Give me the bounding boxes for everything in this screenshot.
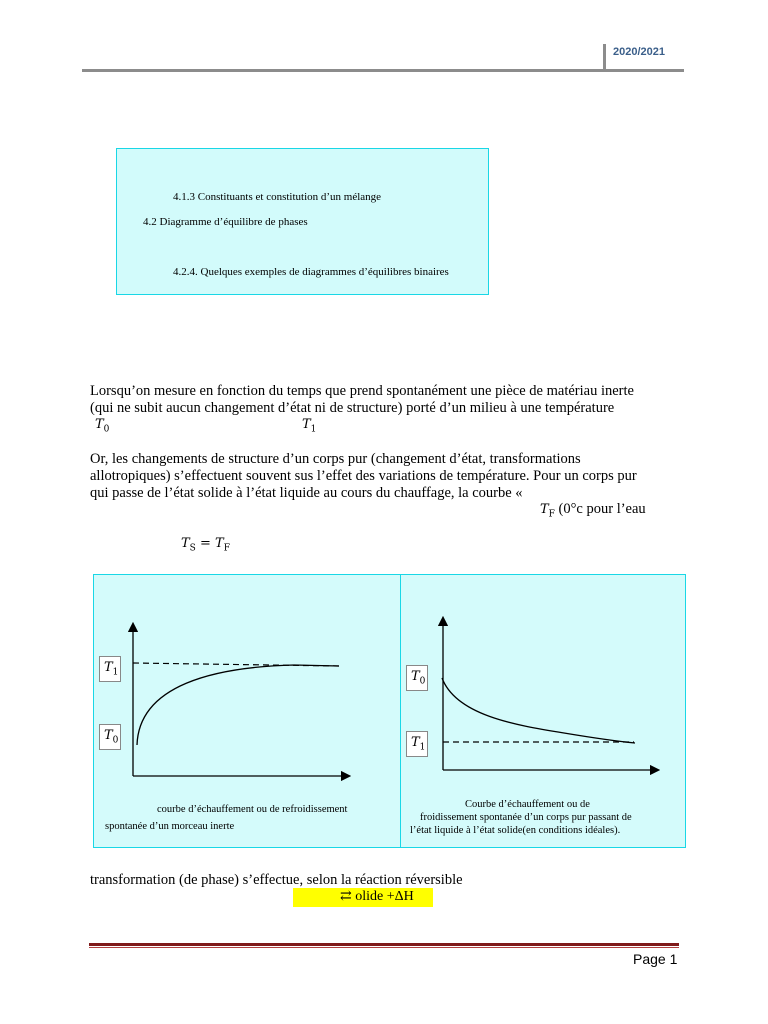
- right-label-t0: $T_0$: [406, 665, 428, 691]
- equation-ts-tf: $T_S = T_F$: [181, 536, 230, 554]
- reaction-equation: ⇄ olide +ΔH: [340, 889, 414, 904]
- paragraph-2-line-2: allotropiques) s’effectuent souvent sus l’effet des variations de température. Pour un corps pur: [90, 468, 637, 484]
- right-caption-line-1: Courbe d’échauffement ou de: [465, 799, 590, 810]
- math-TF: $T_F$: [540, 502, 555, 520]
- paragraph-3-line-1: transformation (de phase) s’effectue, selon la réaction réversible: [90, 872, 463, 888]
- toc-item-4-2-4: 4.2.4. Quelques exemples de diagrammes d’équilibres binaires: [173, 266, 449, 278]
- figure-panel: [93, 574, 686, 848]
- left-label-t0: $T_0$: [99, 724, 121, 750]
- paragraph-2-line-1: Or, les changements de structure d’un corps pur (changement d’état, transformations: [90, 451, 581, 467]
- left-caption-line-2: spontanée d’un morceau inerte: [105, 821, 235, 832]
- right-cooling-curve: [442, 678, 635, 743]
- header-rule: [82, 69, 684, 72]
- left-heating-curve: [137, 665, 339, 745]
- left-label-t1: $T_1$: [99, 656, 121, 682]
- toc-box: [116, 148, 489, 295]
- right-label-t1: $T_1$: [406, 731, 428, 757]
- toc-item-4-2: 4.2 Diagramme d’équilibre de phases: [143, 216, 308, 228]
- right-caption-line-2: froidissement spontanée d’un corps pur passant de: [420, 812, 632, 823]
- header-bar: [603, 44, 606, 70]
- paragraph-1-line-2: (qui ne subit aucun changement d’état ni de structure) porté d’un milieu à une température: [90, 400, 615, 416]
- paragraph-2-line-4: $T_F$ (0°c pour l’eau: [540, 501, 646, 520]
- paragraph-1-line-1: Lorsqu’on mesure en fonction du temps que prend spontanément une pièce de matériau inerte: [90, 383, 634, 399]
- paragraph-2-line-3: qui passe de l’état solide à l’état liquide au cours du chauffage, la courbe «: [90, 485, 523, 501]
- right-caption-line-3: l’état liquide à l’état solide(en conditions idéales).: [410, 825, 621, 836]
- math-T0: $T_0$: [95, 417, 110, 435]
- left-caption-line-1: courbe d’échauffement ou de refroidissement: [157, 804, 348, 815]
- footer-rule-thick: [89, 943, 679, 946]
- header-year: 2020/2021: [613, 46, 665, 58]
- figure-divider: [400, 574, 401, 848]
- toc-item-4-1-3: 4.1.3 Constituants et constitution d’un mélange: [173, 191, 382, 203]
- page-number: Page 1: [633, 951, 678, 967]
- footer-rule-thin: [89, 947, 679, 948]
- math-T1: $T_1$: [302, 417, 317, 435]
